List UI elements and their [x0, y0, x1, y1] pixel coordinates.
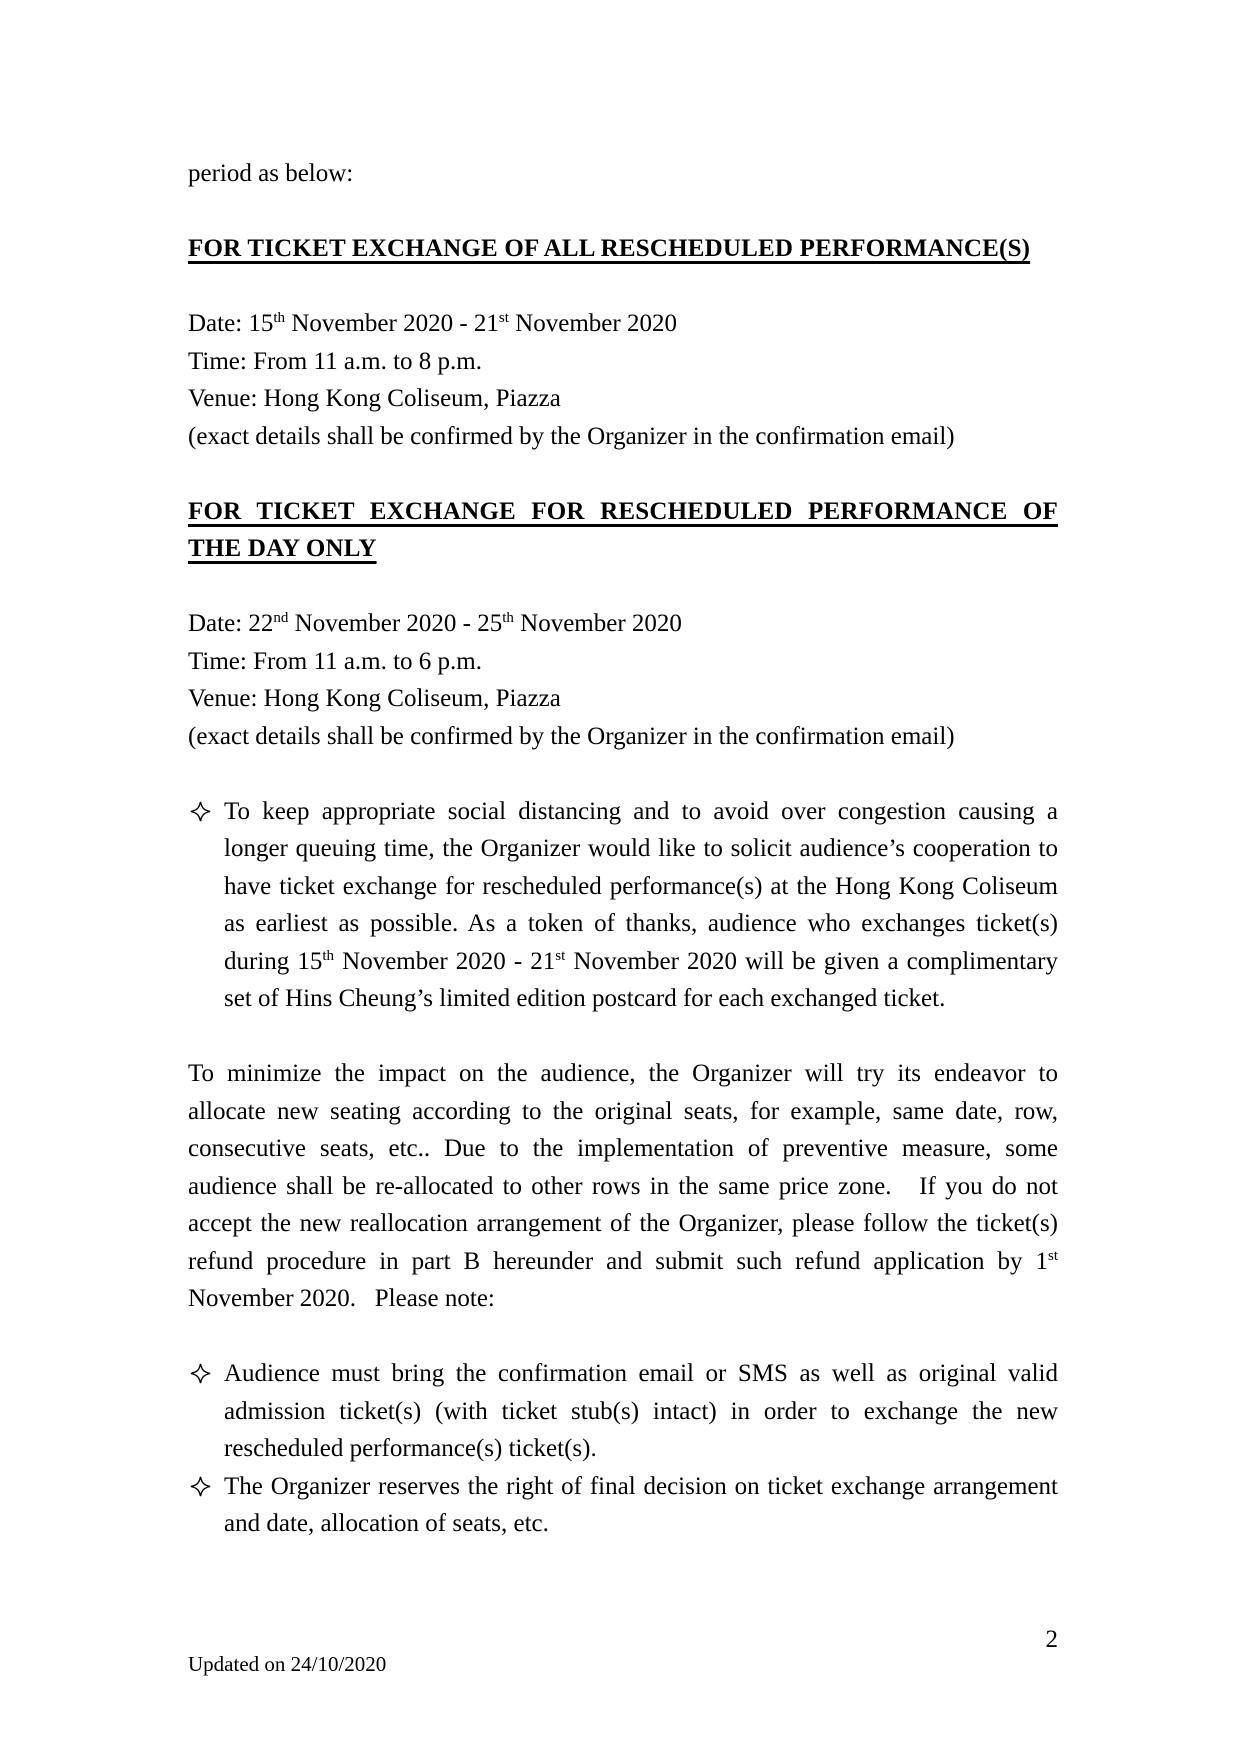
bullet1-line: To keep appropriate social distancing and to avoid over congestion causing a — [224, 797, 1058, 825]
paragraph-line: To minimize the impact on the audience, the Organizer will try its endeavor to — [188, 1060, 1058, 1087]
bullet1-line: longer queuing time, the Organizer would like to solicit audience’s cooperation to — [224, 835, 1058, 862]
four-pointed-star-icon — [190, 801, 211, 822]
paragraph-line: audience shall be re-allocated to other rows in the same price zone. If you do not — [188, 1172, 1058, 1200]
section2-note: (exact details shall be confirmed by the Organizer in the confirmation email) — [188, 722, 955, 750]
section1-date: Date: 15th November 2020 - 21st November 2020 — [188, 310, 677, 337]
section2-time: Time: From 11 a.m. to 6 p.m. — [188, 647, 483, 675]
ordinal-superscript: st — [1047, 1247, 1058, 1264]
spacer — [188, 755, 1058, 793]
section2-heading-line2 — [188, 530, 1058, 568]
section1-heading-text: FOR TICKET EXCHANGE OF ALL RESCHEDULED PERFORMANCE(S) — [188, 235, 1031, 262]
bullet1-line: set of Hins Cheung’s limited edition postcard for each exchanged ticket. — [224, 985, 946, 1012]
section2-date: Date: 22nd November 2020 - 25th November 2020 — [188, 610, 682, 637]
ordinal-superscript: st — [555, 947, 566, 964]
spacer — [188, 1018, 1058, 1056]
bullet2-line: Audience must bring the confirmation email or SMS as well as original valid — [224, 1360, 1058, 1387]
spacer — [188, 568, 1058, 606]
bullet2-line: rescheduled performance(s) ticket(s). — [224, 1435, 597, 1462]
paragraph-line: accept the new reallocation arrangement of the Organizer, please follow the ticket(s) — [188, 1210, 1058, 1237]
footer-updated-date: Updated on 24/10/2020 — [188, 1652, 387, 1676]
bullet1-line: as earliest as possible. As a token of thanks, audience who exchanges ticket(s) — [224, 910, 1058, 937]
section2-heading-line2-text: THE DAY ONLY — [188, 535, 377, 562]
section1-note: (exact details shall be confirmed by the Organizer in the confirmation email) — [188, 422, 955, 450]
section1-heading — [188, 230, 1058, 268]
spacer — [188, 193, 1058, 231]
section2-heading-line1-text: FOR TICKET EXCHANGE FOR RESCHEDULED PERFORMANCE OF — [188, 497, 1058, 525]
bullet-item-organizer-rights — [188, 1468, 1058, 1543]
bullet3-line: and date, allocation of seats, etc. — [224, 1510, 549, 1537]
bullet3-line: The Organizer reserves the right of final decision on ticket exchange arrangement — [224, 1472, 1058, 1500]
ordinal-superscript: th — [273, 310, 286, 326]
four-pointed-star-icon — [190, 1476, 211, 1497]
bullet1-line: have ticket exchange for rescheduled performance(s) at the Hong Kong Coliseum — [224, 872, 1058, 900]
ordinal-superscript: nd — [273, 610, 289, 626]
bullet-item-social-distancing — [188, 793, 1058, 1018]
section1-venue: Venue: Hong Kong Coliseum, Piazza — [188, 385, 561, 412]
page-content — [188, 155, 1058, 1543]
spacer — [188, 268, 1058, 306]
four-pointed-star-icon — [190, 1363, 211, 1384]
ordinal-superscript: th — [502, 610, 514, 626]
paragraph-line: allocate new seating according to the original seats, for example, same date, row, — [188, 1097, 1058, 1125]
paragraph-line: refund procedure in part B hereunder and submit such refund application by 1st — [188, 1247, 1058, 1275]
ordinal-superscript: th — [322, 947, 335, 964]
paragraph-line: November 2020. Please note: — [188, 1285, 495, 1312]
section2-heading-line1 — [188, 493, 1058, 531]
section1-time: Time: From 11 a.m. to 8 p.m. — [188, 347, 483, 375]
paragraph-minimize-impact — [188, 1055, 1058, 1318]
spacer — [188, 455, 1058, 493]
page-number: 2 — [1045, 1626, 1058, 1653]
bullet1-line: during 15th November 2020 - 21st November 2020 will be given a complimentary — [224, 947, 1058, 975]
paragraph-line: consecutive seats, etc.. Due to the implementation of preventive measure, some — [188, 1135, 1058, 1162]
bullet-item-confirmation-email — [188, 1355, 1058, 1468]
section2-venue: Venue: Hong Kong Coliseum, Piazza — [188, 685, 561, 712]
bullet2-line: admission ticket(s) (with ticket stub(s) intact) in order to exchange the new — [224, 1397, 1058, 1425]
intro-text: period as below: — [188, 160, 354, 187]
ordinal-superscript: st — [498, 310, 509, 326]
spacer — [188, 1318, 1058, 1356]
